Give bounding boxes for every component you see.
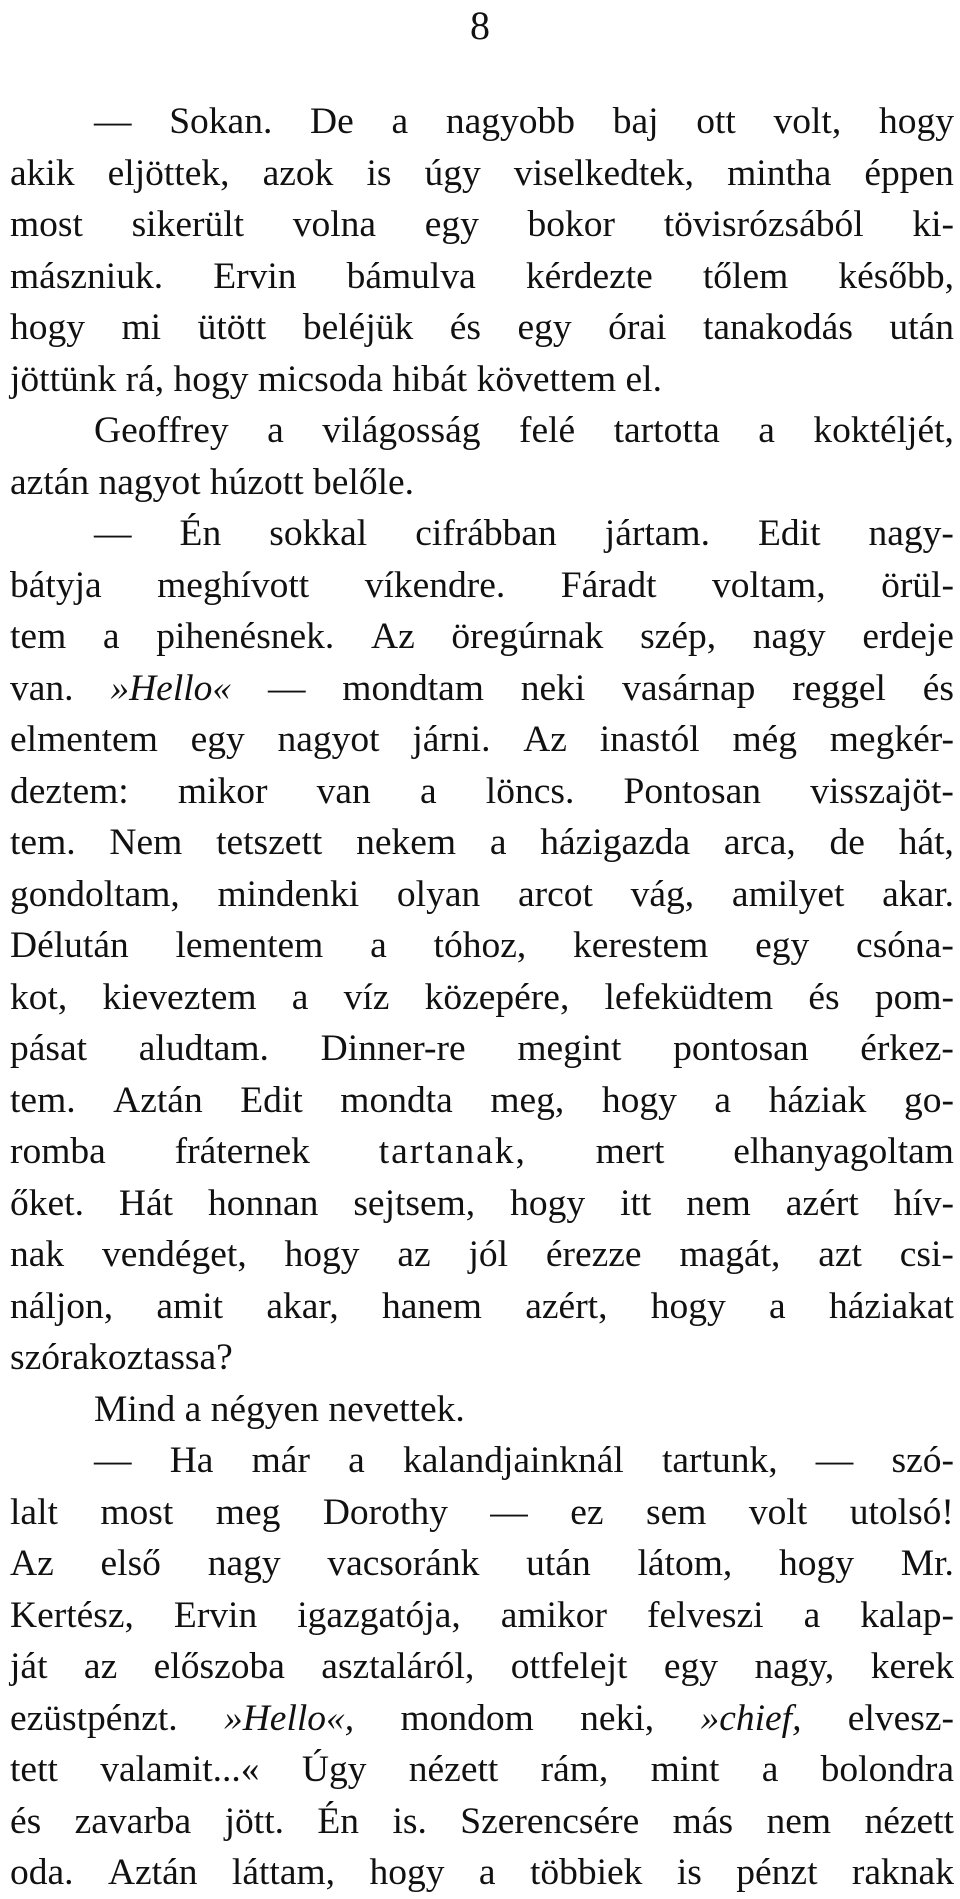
word: nagy, <box>754 1646 835 1687</box>
word: mondtam <box>342 667 484 709</box>
word: egy <box>190 719 245 760</box>
text-line <box>10 302 954 354</box>
word: világosság <box>322 410 481 451</box>
word: is <box>676 1852 702 1893</box>
word: tanakodás <box>702 307 853 348</box>
word: Sokan. <box>169 101 273 142</box>
word: tem. <box>10 1079 76 1121</box>
word: Az <box>523 719 567 760</box>
word: raknak <box>851 1852 954 1893</box>
word: megkér- <box>829 719 954 760</box>
text-line <box>10 508 954 560</box>
word: megint <box>517 1028 622 1069</box>
word: hát, <box>898 822 954 863</box>
word: nagy- <box>868 513 954 554</box>
word: hogy <box>878 101 954 142</box>
text-line <box>10 766 954 818</box>
word: ki- <box>912 204 954 245</box>
word: Dinner-re <box>320 1028 466 1069</box>
word: — <box>815 1440 854 1481</box>
word: nagy <box>207 1543 281 1584</box>
word: Nem <box>109 822 183 863</box>
word: kerestem <box>573 925 709 966</box>
word: cifrábban <box>415 513 557 554</box>
word: még <box>732 719 798 760</box>
word: nem <box>686 1182 751 1224</box>
text-line <box>10 1590 954 1642</box>
text-line <box>10 148 954 200</box>
word: nézett <box>408 1749 499 1790</box>
word: később, <box>838 255 954 297</box>
word: egy <box>663 1646 718 1687</box>
text-line <box>10 1487 954 1539</box>
word: De <box>310 101 354 142</box>
word: ját <box>10 1646 48 1687</box>
text-line <box>10 663 954 715</box>
word: nagyot <box>277 719 380 760</box>
word: nagy <box>752 616 826 657</box>
word: tartunk, <box>661 1440 778 1481</box>
word: baj <box>612 101 659 142</box>
word: Mr. <box>900 1543 954 1584</box>
text-line <box>10 199 954 251</box>
word: jöttünk rá, hogy micsoda hibát követtem el. <box>10 358 662 400</box>
word: Kertész, <box>10 1594 134 1636</box>
word: náljon, <box>10 1285 114 1327</box>
word: a <box>102 616 120 657</box>
text-line <box>10 1281 954 1333</box>
word: erdeje <box>862 616 954 657</box>
word: Geoffrey <box>94 410 229 451</box>
word: olyan <box>396 873 481 915</box>
text-line <box>10 1126 954 1178</box>
word: pontosan <box>673 1028 809 1069</box>
word: most <box>100 1491 174 1533</box>
word: Úgy <box>301 1749 367 1790</box>
word: tartanak, <box>378 1131 527 1172</box>
word: most <box>10 204 83 245</box>
word: is. <box>392 1800 427 1842</box>
text-line <box>10 1384 954 1436</box>
word: beléjük <box>302 307 414 348</box>
word: lefeküdtem <box>604 976 774 1018</box>
word: honnan <box>207 1182 319 1224</box>
text-line <box>10 251 954 303</box>
word: fráternek <box>174 1131 310 1172</box>
word: igazgatója, <box>297 1594 461 1636</box>
word: mászniuk. <box>10 255 164 297</box>
word: sem <box>646 1491 707 1533</box>
word: volt, <box>773 101 842 142</box>
word: Aztán <box>107 1852 198 1893</box>
word: érkez- <box>860 1028 954 1069</box>
word: sokkal <box>269 513 368 554</box>
word: közepére, <box>424 976 570 1018</box>
word: elmentem <box>10 719 158 760</box>
word: a <box>803 1594 821 1636</box>
text-line <box>10 1435 954 1487</box>
word: és <box>808 976 840 1018</box>
word: és <box>449 307 481 348</box>
word: kalap- <box>860 1594 954 1636</box>
word: a <box>391 101 409 142</box>
text-line <box>10 1023 954 1075</box>
word: bátyja <box>10 564 102 606</box>
word: ez <box>570 1491 604 1533</box>
text-line <box>10 869 954 921</box>
word: Pontosan <box>623 770 762 812</box>
word: itt <box>620 1182 652 1224</box>
word: pénzt <box>736 1852 818 1893</box>
word: Ervin <box>173 1594 258 1636</box>
word: csóna- <box>856 925 954 966</box>
word: valamit...« <box>100 1749 260 1790</box>
word: tóhoz, <box>433 925 527 966</box>
word: voltam, <box>712 564 826 606</box>
word: Én <box>179 513 222 554</box>
word: láttam, <box>231 1852 336 1893</box>
word: eljöttek, <box>107 152 230 194</box>
word: aztán nagyot húzott belőle. <box>10 461 415 503</box>
word: egy <box>424 204 479 245</box>
word: akar, <box>266 1285 339 1327</box>
word: csi- <box>899 1234 954 1275</box>
word: öregúrnak <box>451 616 604 657</box>
word: az <box>397 1234 431 1275</box>
word: hív- <box>893 1182 954 1224</box>
word: arcot <box>517 873 593 915</box>
word: Én <box>317 1800 360 1842</box>
text-line <box>10 1744 954 1796</box>
text-line <box>10 972 954 1024</box>
word: tövisrózsából <box>663 204 864 245</box>
word: visszajöt- <box>810 770 954 812</box>
text-line <box>10 1796 954 1848</box>
text-line <box>10 560 954 612</box>
word: a <box>267 410 284 451</box>
word: löncs. <box>485 770 575 812</box>
text-line <box>10 1538 954 1590</box>
word: ott <box>696 101 736 142</box>
word: őket. <box>10 1182 84 1224</box>
word: reggel <box>792 667 886 709</box>
word: a <box>478 1852 496 1893</box>
text-line <box>10 457 954 509</box>
word: utolsó! <box>849 1491 954 1533</box>
word: nem <box>766 1800 832 1842</box>
word: hogy <box>369 1852 445 1893</box>
word: Mind a négyen nevettek. <box>94 1388 465 1430</box>
word: Edit <box>240 1079 303 1121</box>
text-line <box>10 714 954 766</box>
word: aludtam. <box>138 1028 269 1069</box>
word: mondom <box>400 1697 534 1739</box>
word: azt <box>818 1234 862 1275</box>
text-line <box>10 1693 954 1745</box>
text-line <box>10 1178 954 1230</box>
word: a <box>769 1285 786 1327</box>
text-line <box>10 1332 954 1384</box>
word: Edit <box>758 513 821 554</box>
word: viselkedtek, <box>513 152 695 194</box>
word: többiek <box>529 1852 643 1893</box>
word: a <box>489 822 507 863</box>
word: amilyet <box>731 873 845 915</box>
word: szép, <box>640 616 717 657</box>
word: magát, <box>679 1234 781 1275</box>
word: sikerült <box>131 204 245 245</box>
word: háziak <box>768 1079 867 1121</box>
word: — <box>94 101 132 142</box>
word: mint <box>650 1749 720 1790</box>
text-line <box>10 1847 954 1899</box>
word: van <box>316 770 371 812</box>
word: az <box>83 1646 118 1687</box>
word: a <box>761 1749 779 1790</box>
word: azért <box>785 1182 859 1224</box>
word: sejtsem, <box>353 1182 476 1224</box>
text-line <box>10 405 954 457</box>
word: neki <box>520 667 586 709</box>
word: éppen <box>864 152 954 194</box>
word: után <box>889 307 954 348</box>
word: nak <box>10 1234 65 1275</box>
word: nézett <box>864 1800 954 1842</box>
word: de <box>829 822 865 863</box>
word: a <box>370 925 387 966</box>
word: bokor <box>527 204 616 245</box>
word: mikor <box>177 770 268 812</box>
word: lementem <box>175 925 324 966</box>
text-line <box>10 1641 954 1693</box>
word: hogy <box>601 1079 677 1121</box>
word: jól <box>468 1234 509 1275</box>
word: azok <box>262 152 334 194</box>
word: amikor <box>500 1594 607 1636</box>
word: a <box>348 1440 365 1481</box>
word: pom- <box>874 976 954 1018</box>
word: arca, <box>723 822 796 863</box>
word: Hát <box>118 1182 174 1224</box>
word: Délután <box>10 925 129 966</box>
word: víkendre. <box>364 564 506 606</box>
word: úgy <box>424 152 481 194</box>
word: volna <box>292 204 377 245</box>
word: vacsoránk <box>327 1543 480 1584</box>
word: gondoltam, <box>10 873 180 915</box>
word: mintha <box>727 152 832 194</box>
word: kerek <box>870 1646 954 1687</box>
word: hogy <box>510 1182 586 1224</box>
word: »Hello« <box>110 667 232 709</box>
word: a <box>758 410 775 451</box>
word: mindenki <box>217 873 360 915</box>
word: meghívott <box>157 564 310 606</box>
word: ottfelejt <box>510 1646 628 1687</box>
word: kérdezte <box>525 255 653 297</box>
word: jártam. <box>604 513 710 554</box>
word: pihenésnek. <box>156 616 335 657</box>
word: akik <box>10 152 75 194</box>
word: előszoba <box>153 1646 285 1687</box>
word: go- <box>903 1079 954 1121</box>
word: a <box>714 1079 732 1121</box>
word: Ervin <box>213 255 297 297</box>
word: nekem <box>356 822 457 863</box>
word: felveszi <box>646 1594 764 1636</box>
text-line <box>10 817 954 869</box>
word: meg, <box>490 1079 565 1121</box>
word: Szerencsére <box>460 1800 640 1842</box>
word: is <box>366 152 392 194</box>
text-line <box>10 920 954 972</box>
word: kot, <box>10 976 68 1018</box>
word: »Hello«, <box>223 1697 355 1739</box>
page-number: 8 <box>470 3 490 48</box>
word: volt <box>748 1491 808 1533</box>
word: víz <box>343 976 390 1018</box>
word: első <box>100 1543 161 1584</box>
word: és <box>922 667 954 709</box>
word: mondta <box>340 1079 453 1121</box>
text-line <box>10 611 954 663</box>
word: a <box>291 976 309 1018</box>
word: vág, <box>630 873 695 915</box>
word: látom, <box>637 1543 733 1584</box>
text-line <box>10 354 954 406</box>
word: kalandjainknál <box>403 1440 624 1481</box>
word: bámulva <box>346 255 476 297</box>
word: ütött <box>197 307 267 348</box>
word: elvesz- <box>847 1697 954 1739</box>
word: rám, <box>540 1749 609 1790</box>
word: koktéljét, <box>813 410 954 451</box>
word: szórakoztassa? <box>10 1337 233 1378</box>
word: — <box>94 1440 132 1481</box>
word: hanem <box>382 1285 482 1327</box>
word: és <box>10 1800 42 1842</box>
word: órai <box>608 307 667 348</box>
word: vendéget, <box>101 1234 247 1275</box>
word: felé <box>518 410 576 451</box>
word: azért, <box>525 1285 608 1327</box>
word: Dorothy <box>322 1491 448 1533</box>
word: neki, <box>580 1697 655 1739</box>
text-line <box>10 96 954 148</box>
word: házigazda <box>540 822 691 863</box>
word: ezüstpénzt. <box>10 1697 178 1739</box>
word: hogy <box>650 1285 726 1327</box>
word: hogy <box>284 1234 360 1275</box>
word: akar. <box>882 873 954 915</box>
word: mert <box>595 1131 665 1172</box>
word: — <box>267 667 306 709</box>
word: elhanyagoltam <box>733 1131 954 1172</box>
word: van. <box>10 667 74 709</box>
word: tetszett <box>216 822 323 863</box>
word: szó- <box>891 1440 954 1481</box>
word: mi <box>121 307 162 348</box>
word: tem <box>10 616 67 657</box>
word: tőlem <box>702 255 789 297</box>
word: hogy <box>10 307 85 348</box>
word: egy <box>517 307 572 348</box>
word: Az <box>370 616 415 657</box>
word: amit <box>156 1285 224 1327</box>
word: bolondra <box>820 1749 954 1790</box>
word: tartotta <box>613 410 720 451</box>
word: örül- <box>881 564 954 606</box>
text-line <box>10 1229 954 1281</box>
word: tem. <box>10 822 76 863</box>
word: romba <box>10 1131 106 1172</box>
word: egy <box>755 925 810 966</box>
word: Ha <box>169 1440 214 1481</box>
word: inastól <box>599 719 700 760</box>
text-line <box>10 1075 954 1127</box>
word: járni. <box>412 719 491 760</box>
word: már <box>251 1440 310 1481</box>
word: — <box>94 513 132 554</box>
word: háziakat <box>828 1285 954 1327</box>
word: oda. <box>10 1852 74 1893</box>
word: Az <box>10 1543 54 1584</box>
word: vasárnap <box>622 667 756 709</box>
word: kieveztem <box>102 976 257 1018</box>
word: meg <box>215 1491 281 1533</box>
word: asztaláról, <box>321 1646 475 1687</box>
word: Fáradt <box>560 564 657 606</box>
word: után <box>526 1543 591 1584</box>
word: lalt <box>10 1491 58 1533</box>
word: jött. <box>224 1800 284 1842</box>
word: »chief, <box>700 1697 802 1739</box>
word: Aztán <box>113 1079 203 1121</box>
word: tett <box>10 1749 58 1790</box>
word: pásat <box>10 1028 88 1069</box>
word: érezze <box>545 1234 642 1275</box>
word: más <box>672 1800 734 1842</box>
word: nagyobb <box>445 101 575 142</box>
word: — <box>490 1491 528 1533</box>
word: a <box>419 770 437 812</box>
body-text <box>10 96 954 1899</box>
word: deztem: <box>10 770 129 812</box>
word: zavarba <box>74 1800 192 1842</box>
word: hogy <box>779 1543 855 1584</box>
